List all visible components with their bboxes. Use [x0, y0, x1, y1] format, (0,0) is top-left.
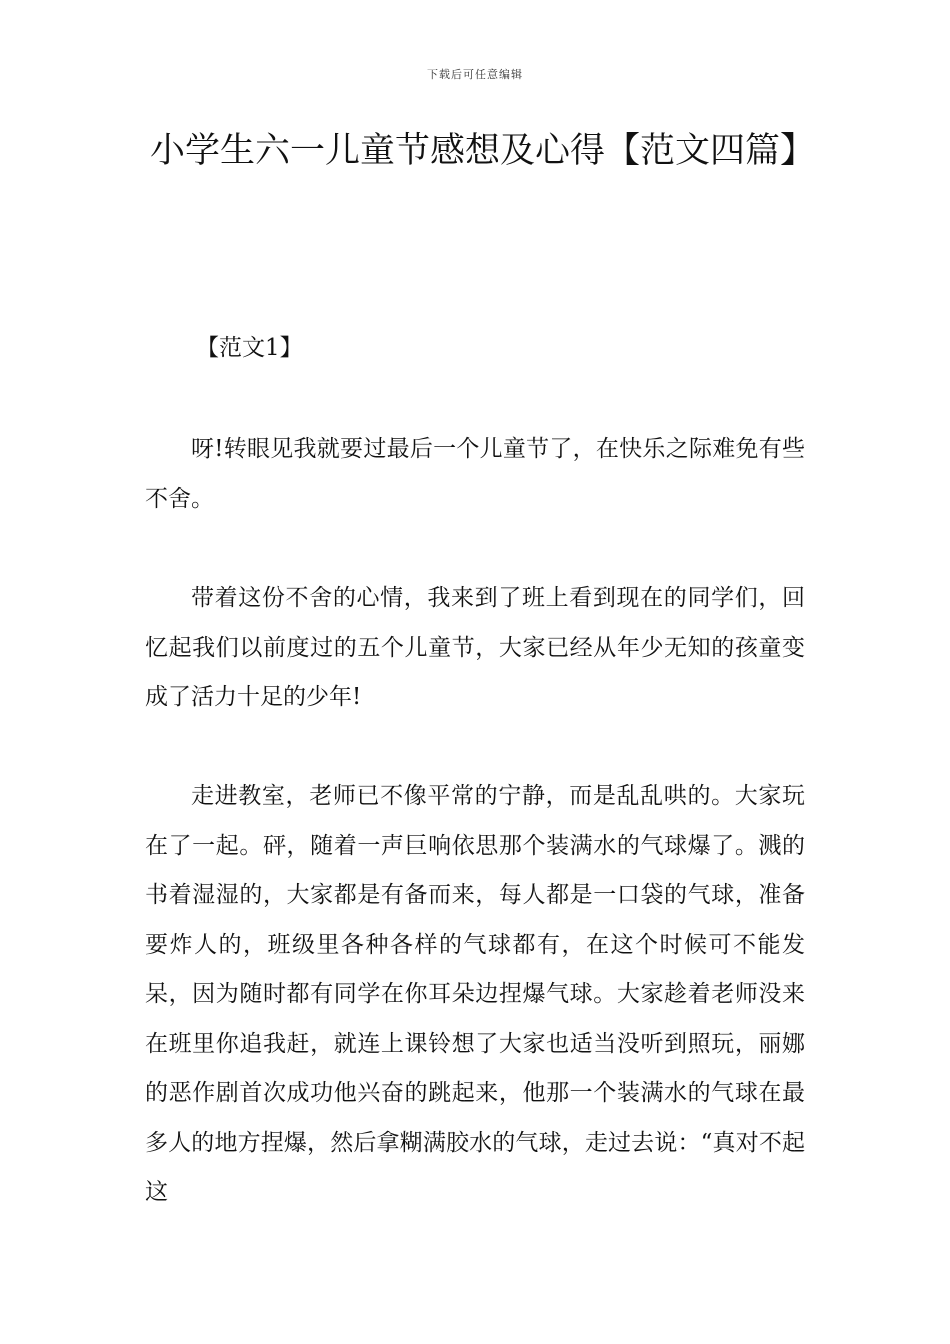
- paragraph-3: 走进教室，老师已不像平常的宁静，而是乱乱哄的。大家玩在了一起。砰，随着一声巨响依思那个装满水的气球爆了。溅的书着湿湿的，大家都是有备而来，每人都是一口袋的气球，准备要炸人的，班级里各种各样的气球都有，在这个时候可不能发呆，因为随时都有同学在你耳朵边捏爆气球。大家趁着老师没来在班里你追我赶，就连上课铃想了大家也适当没听到照玩，丽娜的恶作剧首次成功他兴奋的跳起来，他那一个装满水的气球在最多人的地方捏爆，然后拿糊满胶水的气球，走过去说：“真对不起这: [145, 783, 805, 1205]
- document-title: 小学生六一儿童节感想及心得【范文四篇】: [150, 131, 816, 171]
- section-label: 【范文1】: [196, 335, 303, 361]
- paragraph-2: 带着这份不舍的心情，我来到了班上看到现在的同学们，回忆起我们以前度过的五个儿童节，大家已经从年少无知的孩童变成了活力十足的少年!: [145, 585, 805, 710]
- header-note: 下载后可任意编辑: [427, 68, 523, 81]
- paragraph-1: 呀!转眼见我就要过最后一个儿童节了，在快乐之际难免有些不舍。: [145, 436, 805, 512]
